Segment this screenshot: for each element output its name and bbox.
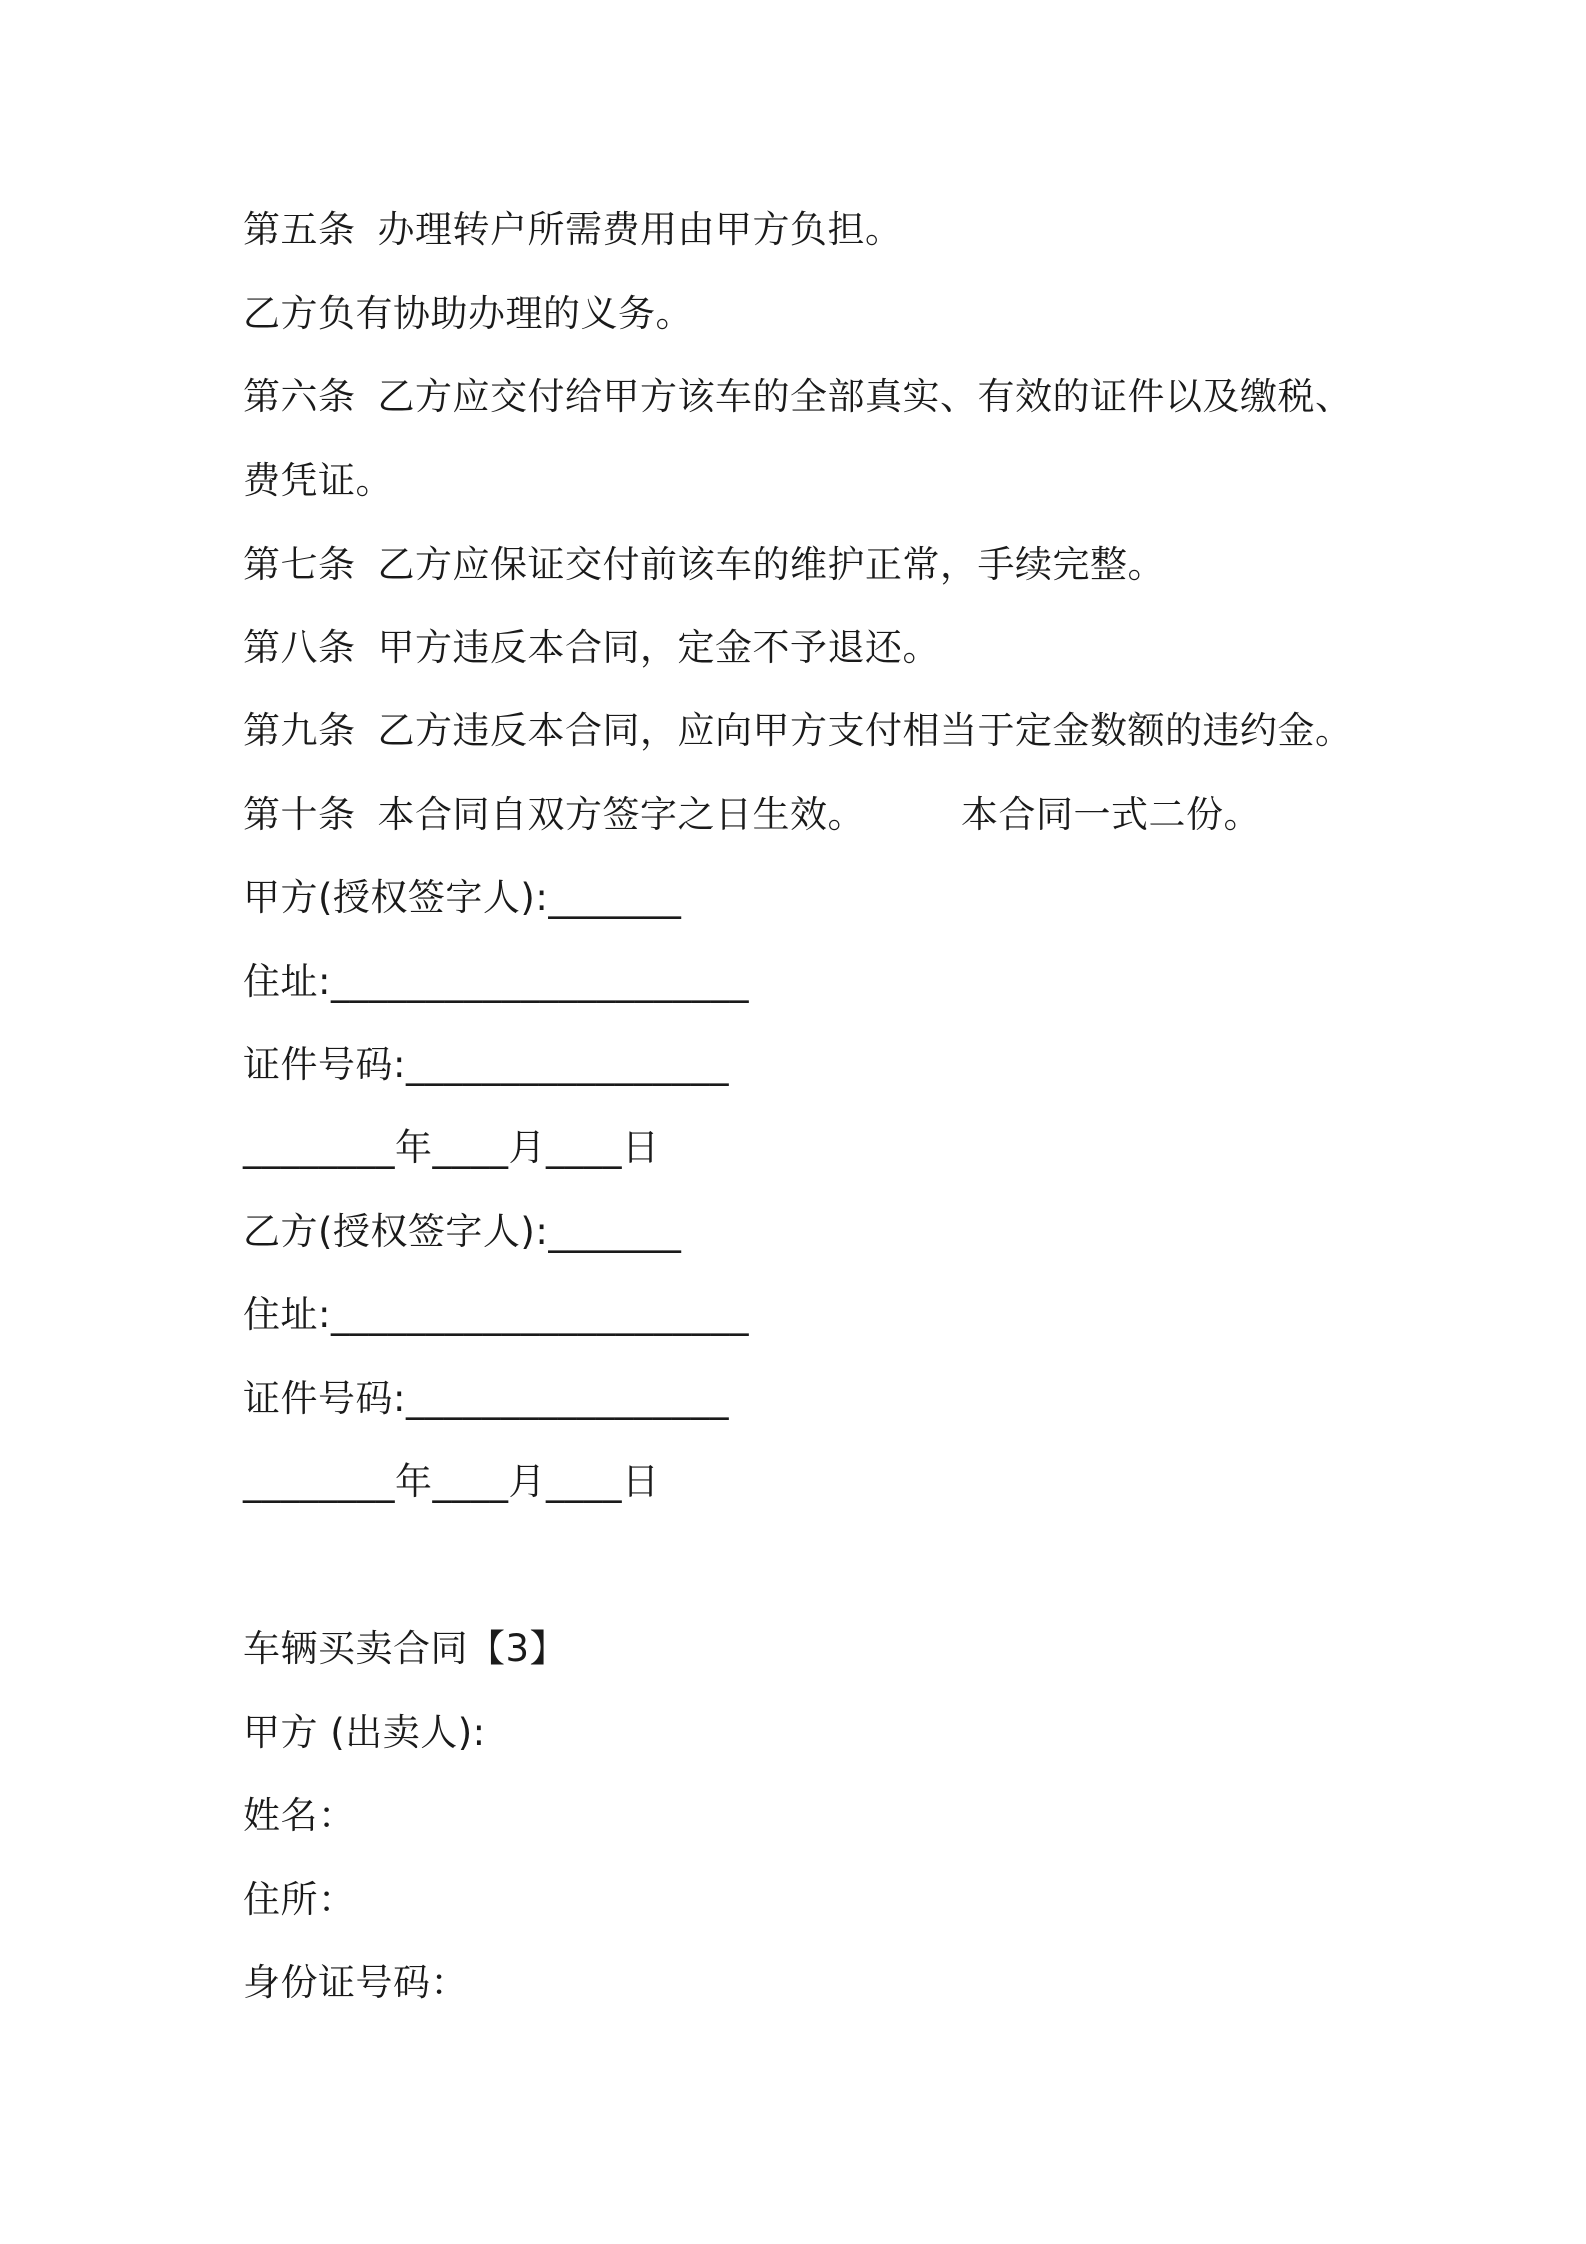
seller-heading: 甲方 (出卖人): [243, 1711, 486, 1754]
clause-10-number: 第十条 [243, 793, 356, 836]
clause-5 [243, 205, 903, 255]
clause-9-text: 乙方违反本合同，应向甲方支付相当于定金数额的违约金。 [377, 709, 1353, 752]
seller-id-number-label: 身份证号码： [243, 1961, 468, 2004]
clause-7 [243, 540, 1165, 590]
party-b-signer-line: 乙方(授权签字人):_______ [243, 1210, 682, 1253]
clause-8-text: 甲方违反本合同，定金不予退还。 [377, 626, 940, 669]
clause-10 [243, 790, 1261, 840]
party-b-date-line: ________年____月____日 [243, 1460, 660, 1503]
clause-6-number: 第六条 [243, 375, 356, 418]
seller-residence-label: 住所： [243, 1878, 356, 1921]
party-a-signer-line: 甲方(授权签字人):_______ [243, 876, 682, 919]
clause-9-number: 第九条 [243, 709, 356, 752]
clause-5-text: 办理转户所需费用由甲方负担。 [377, 208, 903, 251]
party-a-address-line: 住址:______________________ [243, 960, 749, 1003]
clause-8-number: 第八条 [243, 626, 356, 669]
clause-7-number: 第七条 [243, 543, 356, 586]
party-b-address-line: 住址:______________________ [243, 1293, 749, 1336]
clause-6-continuation: 费凭证。 [243, 459, 393, 502]
contract-3-title: 车辆买卖合同【3】 [243, 1627, 568, 1670]
clause-7-text: 乙方应保证交付前该车的维护正常，手续完整。 [377, 543, 1165, 586]
party-a-id-line: 证件号码:_________________ [243, 1043, 729, 1086]
party-a-date-line: ________年____月____日 [243, 1126, 660, 1169]
clause-10-copies: 本合同一式二份。 [961, 793, 1261, 836]
clause-6-text: 乙方应交付给甲方该车的全部真实、有效的证件以及缴税、 [377, 375, 1353, 418]
seller-name-label: 姓名： [243, 1794, 356, 1837]
clause-10-text: 本合同自双方签字之日生效。 [377, 793, 865, 836]
clause-9 [243, 706, 1353, 756]
clause-5-continuation: 乙方负有协助办理的义务。 [243, 292, 693, 335]
clause-6 [243, 372, 1353, 422]
clause-8 [243, 623, 940, 673]
clause-5-number: 第五条 [243, 208, 356, 251]
party-b-id-line: 证件号码:_________________ [243, 1377, 729, 1420]
